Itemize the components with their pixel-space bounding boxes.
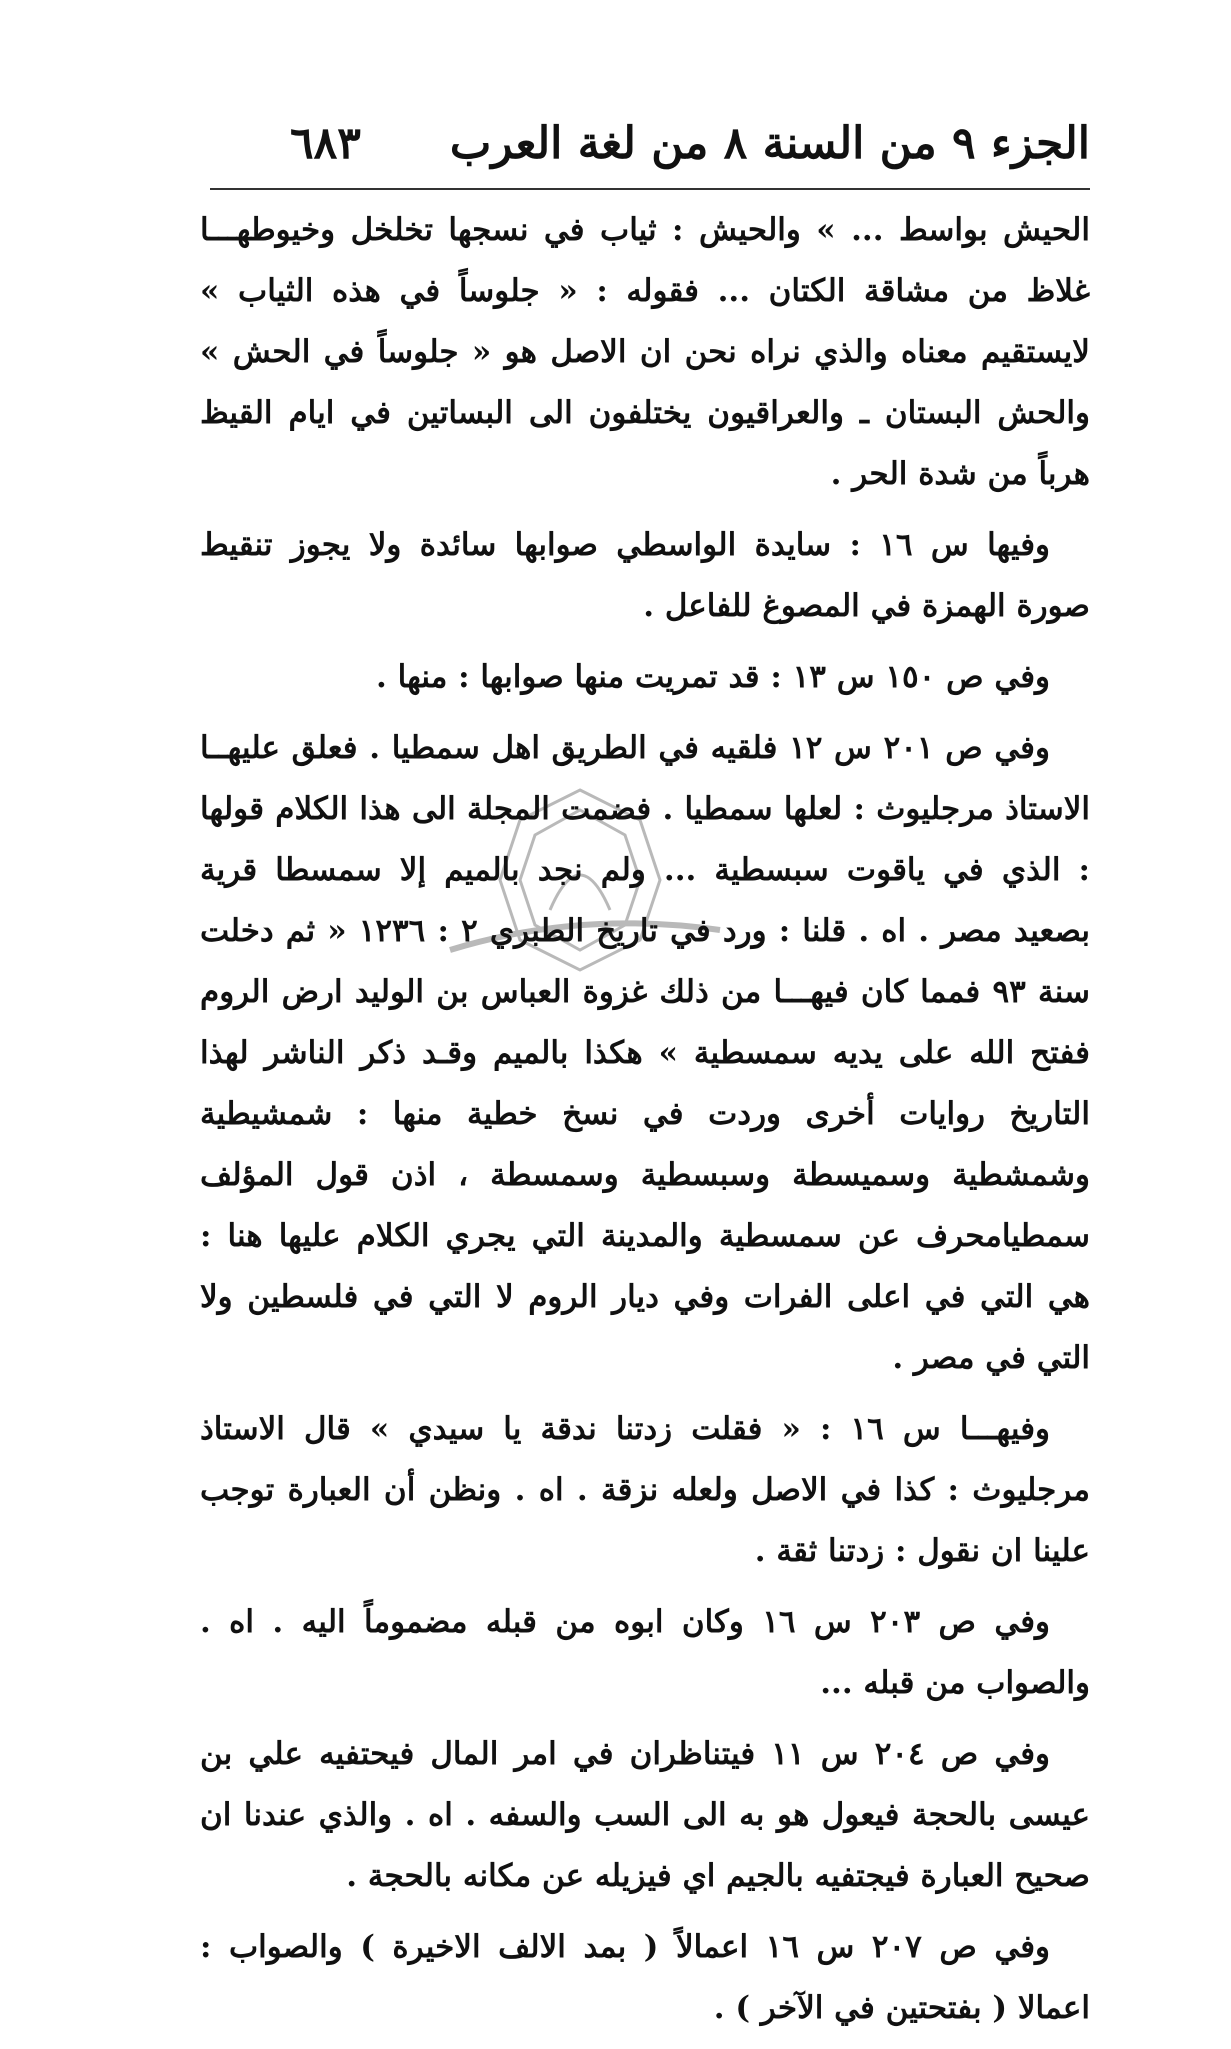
paragraph: وفيها س ١٦ : سايدة الواسطي صوابها سائدة ولا يجوز تنقيط صورة الهمزة في المصوغ للفاعل . xyxy=(200,527,1090,624)
paragraph: وفي ص ١٥٠ س ١٣ : قد تمريت منها صوابها : منها . xyxy=(376,659,1050,695)
page-header xyxy=(200,108,1090,178)
paragraph: وفي ص ٢٠١ س ١٢ فلقيه في الطريق اهل سمطيا . فعلق عليهــا الاستاذ مرجليوث : لعلها سمطيا . فضمت المجلة الى هذا الكلام قولها : الذي في ياقوت سبسطية ... ولم نجد بالميم إلا سمسطا قرية بصعيد مصر . اه . قلنا : ورد في تاريخ الطبري ٢ : ١٢٣٦ « ثم دخلت سنة ٩٣ فمما كان فيهـــا من ذلك غزوة العباس بن الوليد ارض الروم ففتح الله على يديه سمسطية » هكذا بالميم وقـد ذكر الناشر لهذا التاريخ روايات أخرى وردت في نسخ خطية منها : شمشيطية وشمشطية وسميسطة وسبسطية وسمسطة ، اذن قول المؤلف سمطيامحرف عن سمسطية والمدينة التي يجري الكلام عليها هنا : هي التي في اعلى الفرات وفي ديار الروم لا التي في فلسطين ولا التي في مصر . xyxy=(200,730,1091,1376)
article-body xyxy=(200,200,1090,2049)
paragraph: وفي ص ٢٠٧ س ١٦ اعمالاً ( بمد الالف الاخيرة ) والصواب : اعمالا ( بفتحتين في الآخر ) . xyxy=(200,1929,1090,2026)
paragraph: وفي ص ٢٠٤ س ١١ فيتناظران في امر المال فيحتفيه علي بن عيسى بالحجة فيعول هو به الى السب والسفه . اه . والذي عندنا ان صحيح العبارة فيجتفيه بالجيم اي فيزيله عن مكانه بالحجة . xyxy=(200,1736,1090,1894)
header-rule xyxy=(210,188,1090,190)
running-title: الجزء ٩ من السنة ٨ من لغة العرب xyxy=(449,117,1090,169)
paragraph: وفي ص ٢٠٣ س ١٦ وكان ابوه من قبله مضموماً اليه . اه . والصواب من قبله ... xyxy=(200,1604,1090,1701)
paragraph: الحيش بواسط ... » والحيش : ثياب في نسجها تخلخل وخيوطهـــا غلاظ من مشاقة الكتان ... فقوله : « جلوساً في هذه الثياب » لايستقيم معناه والذي نراه نحن ان الاصل هو « جلوساً في الحش » والحش البستان ـ والعراقيون يختلفون الى البساتين في ايام القيظ هرباً من شدة الحر . xyxy=(200,212,1090,492)
page-number: ٦٨٣ xyxy=(290,117,361,169)
paragraph: وفيهـــا س ١٦ : « فقلت زدتنا ندقة يا سيدي » قال الاستاذ مرجليوث : كذا في الاصل ولعله نزقة . اه . ونظن أن العبارة توجب علينا ان نقول : زدتنا ثقة . xyxy=(200,1411,1090,1569)
